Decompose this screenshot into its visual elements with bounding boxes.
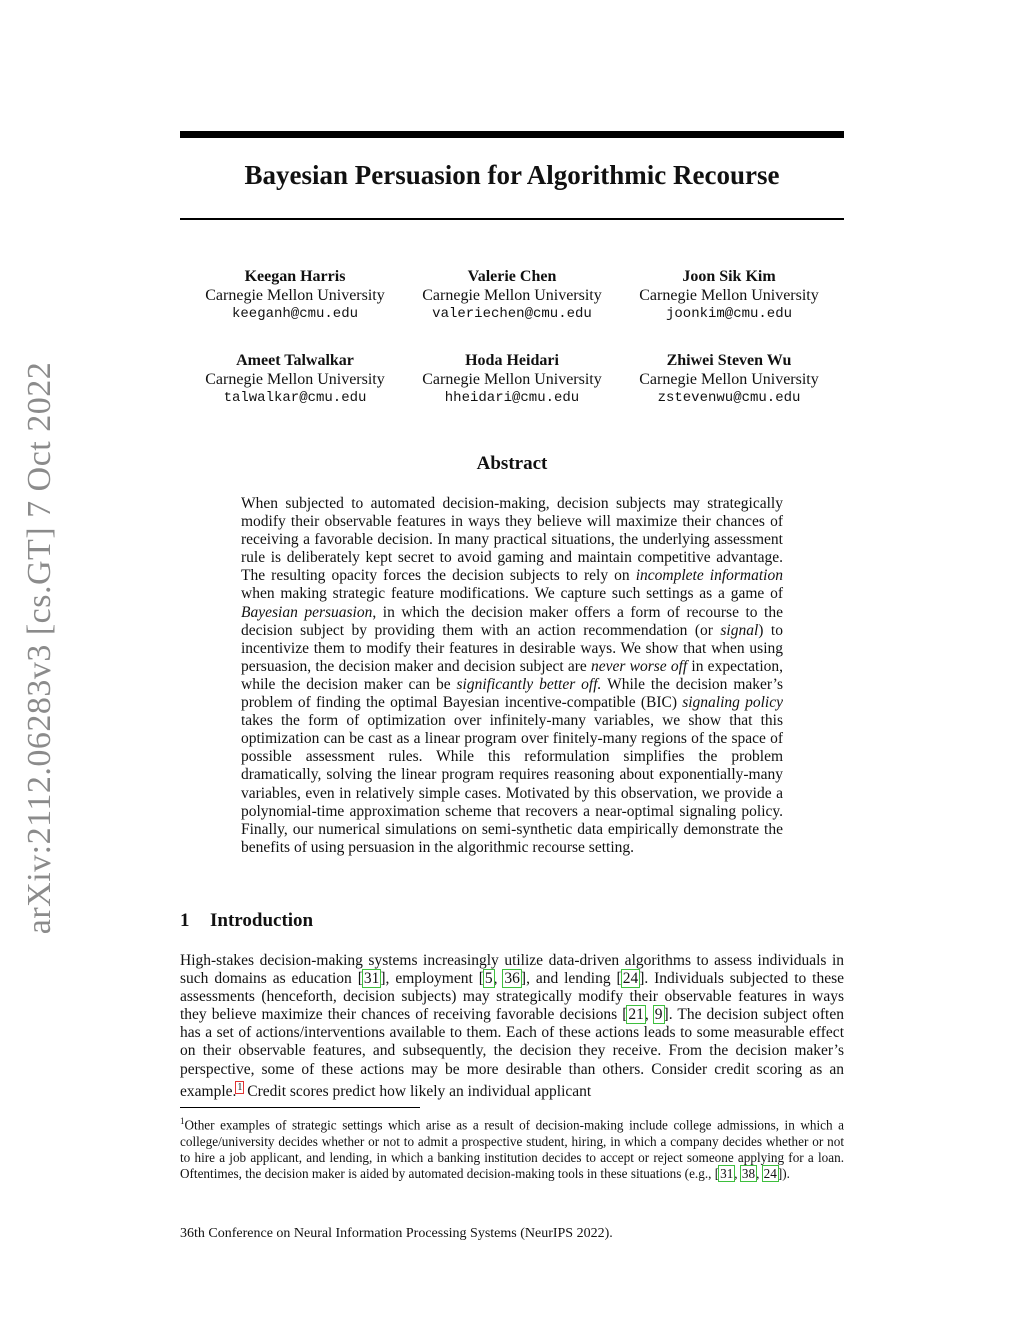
arxiv-identifier: arXiv:2112.06283v3 [cs.GT] 7 Oct 2022 bbox=[21, 361, 58, 935]
author-affiliation: Carnegie Mellon University bbox=[422, 286, 602, 304]
author-email[interactable]: zstevenwu@cmu.edu bbox=[657, 390, 801, 406]
footnote-link[interactable]: 1 bbox=[237, 1081, 243, 1093]
author-block bbox=[185, 352, 405, 408]
author-name: Zhiwei Steven Wu bbox=[666, 352, 792, 369]
citation-link[interactable]: 36 bbox=[504, 970, 520, 988]
author-affiliation: Carnegie Mellon University bbox=[639, 286, 819, 304]
footnote-marker: 1 bbox=[180, 1116, 185, 1126]
citation-link[interactable]: 38 bbox=[741, 1166, 756, 1181]
author-email[interactable]: keeganh@cmu.edu bbox=[231, 306, 359, 322]
author-block bbox=[185, 268, 405, 324]
footnote-rule bbox=[180, 1107, 420, 1108]
citation-link[interactable]: 21 bbox=[628, 1006, 644, 1024]
citation-link[interactable]: 31 bbox=[363, 970, 380, 988]
author-email[interactable]: valeriechen@cmu.edu bbox=[432, 306, 592, 322]
author-block bbox=[402, 268, 622, 324]
title-rule-top bbox=[180, 131, 844, 138]
author-email[interactable]: joonkim@cmu.edu bbox=[665, 306, 793, 322]
author-affiliation: Carnegie Mellon University bbox=[205, 370, 385, 388]
citation-link[interactable]: 24 bbox=[763, 1166, 777, 1181]
author-name: Valerie Chen bbox=[467, 268, 557, 285]
author-affiliation: Carnegie Mellon University bbox=[639, 370, 819, 388]
author-email[interactable]: talwalkar@cmu.edu bbox=[223, 390, 367, 406]
section-title: Introduction bbox=[210, 910, 314, 931]
abstract-body: When subjected to automated decision-making, decision subjects may strategically modify their observable features in ways they believe will maximize their chances of receiving a favorable decision. In many practical situations, the underlying assessment rule is deliberately kept secret to avoid gaming and maintain competitive advantage. The resulting opacity forces the decision subjects to rely on incomplete information when making strategic feature modifications. We capture such settings as a game of Bayesian persuasion, in which the decision maker offers a form of recourse to the decision subject by providing them with an action recommendation (or signal) to incentivize them to modify their features in desirable ways. We show that when using persuasion, the decision maker and decision subject are never worse off in expectation, while the decision maker can be significantly better off. While the decision maker’s problem of finding the optimal Bayesian incentive-compatible (BIC) signaling policy takes the form of optimization over infinitely-many variables, we show that this optimization can be cast as a linear program over finitely-many regions of the space of possible assessment rules. While this reformulation simplifies the problem dramatically, solving the linear program requires reasoning about exponentially-many variables, even in relatively simple cases. Motivated by this observation, we provide a polynomial-time approximation scheme that recovers a near-optimal signaling policy. Finally, our numerical simulations on semi-synthetic data empirically demonstrate the benefits of using persuasion in the algorithmic recourse setting. bbox=[241, 495, 783, 856]
citation-link[interactable]: 5 bbox=[484, 970, 493, 988]
venue-note: 36th Conference on Neural Information Processing Systems (NeurIPS 2022). bbox=[180, 1226, 613, 1241]
title-rule-bottom bbox=[180, 218, 844, 220]
citation-link[interactable]: 24 bbox=[622, 970, 639, 988]
paper-title: Bayesian Persuasion for Algorithmic Recourse bbox=[244, 160, 780, 190]
author-affiliation: Carnegie Mellon University bbox=[205, 286, 385, 304]
section-number: 1 bbox=[180, 910, 190, 931]
author-name: Hoda Heidari bbox=[465, 352, 559, 369]
author-name: Ameet Talwalkar bbox=[236, 352, 354, 369]
author-block bbox=[619, 352, 839, 408]
author-name: Keegan Harris bbox=[244, 268, 346, 285]
author-block bbox=[402, 352, 622, 408]
author-name: Joon Sik Kim bbox=[682, 268, 776, 285]
section-heading-introduction bbox=[180, 910, 313, 932]
author-block bbox=[619, 268, 839, 324]
abstract-heading: Abstract bbox=[476, 453, 548, 474]
intro-paragraph: High-stakes decision-making systems increasingly utilize data-driven algorithms to assess individuals in such domains as education [31], employment [5, 36], and lending [24]. Individuals subjected to these assessments (henceforth, decision subjects) may strategically modify their observable features in ways they believe maximize their chances of receiving favorable decisions [21, 9]. The decision subject often has a set of actions/interventions available to them. Each of these actions leads to some measurable effect on their observable features, and subsequently, the decision they receive. From the decision maker’s perspective, some of these actions may be more desirable than others. Consider credit scoring as an example.$^1$ Credit scores predict how likely an individual applicant bbox=[180, 952, 845, 1100]
author-email[interactable]: hheidari@cmu.edu bbox=[444, 390, 580, 406]
citation-link[interactable]: 9 bbox=[654, 1006, 663, 1024]
footnote: $^1$Other examples of strategic settings which arise as a result of decision-making include college admissions, in which a college/university decides whether or not to admit a prospective student, hiring, in which a company decides whether or not to hire a job applicant, and lending, in which a banking institution decides to accept or reject someone applying for a loan. Oftentimes, the decision maker is aided by automated decision-making tools in these situations (e.g., [31, 38, 24]). bbox=[180, 1116, 844, 1181]
author-affiliation: Carnegie Mellon University bbox=[422, 370, 602, 388]
citation-link[interactable]: 31 bbox=[720, 1166, 734, 1181]
